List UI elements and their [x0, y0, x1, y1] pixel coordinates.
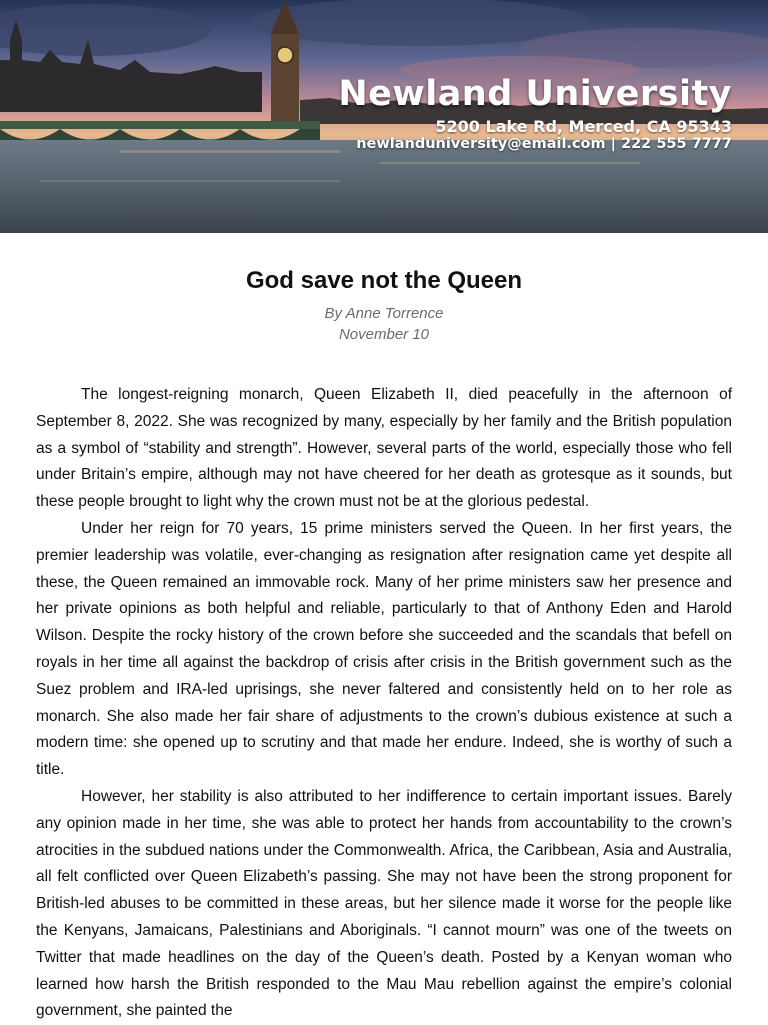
- article-body: [36, 382, 732, 1025]
- article-date: November 10: [338, 326, 430, 343]
- university-name: Newland University: [338, 74, 732, 114]
- university-address: 5200 Lake Rd, Merced, CA 95343: [435, 117, 732, 136]
- article-byline: By Anne Torrence: [324, 305, 444, 322]
- article-paragraph: Under her reign for 70 years, 15 prime ministers served the Queen. In her first years, the premier leadership was volatile, ever-changing as resignation after resignation came yet despite all these, the Queen remained an immovable rock. Many of her prime ministers saw her presence and her private opinions as both helpful and reliable, particularly to that of Anthony Eden and Harold Wilson. Despite the rocky history of the crown before she succeeded and the scandals that befell on royals in her time all against the backdrop of crisis after crisis in the British government such as the Suez problem and IRA-led uprisings, she never faltered and consistently held on to her role as monarch. She also made her fair share of adjustments to the crown’s dubious existence at such a modern time: she opened up to scrutiny and that made her endure. Indeed, she is worthy of such a title.: [36, 519, 732, 779]
- article-paragraph: The longest-reigning monarch, Queen Elizabeth II, died peacefully in the afternoon of September 8, 2022. She was recognized by many, especially by her family and the British population as a symbol of “stability and strength”. However, several parts of the world, especially those who fell under Britain’s empire, although may not have cheered for her death as grotesque as it sounds, but these people brought to light why the crown must not be at the glorious pedestal.: [36, 386, 732, 511]
- university-contact: newlanduniversity@email.com | 222 555 7777: [356, 136, 732, 152]
- article-title: God save not the Queen: [245, 267, 523, 294]
- header-banner: [0, 0, 768, 233]
- article-paragraph: However, her stability is also attributed to her indifference to certain important issues. Barely any opinion made in her time, she was able to protect her hands from accountability to the crown’s atrocities in the subdued nations under the Commonwealth. Africa, the Caribbean, Asia and Australia, all felt conflicted over Queen Elizabeth’s passing. She may not have been the strong proponent for British-led abuses to be committed in these areas, but her silence made it worse for the people like the Kenyans, Jamaicans, Palestinians and Aboriginals. “I cannot mourn” was one of the tweets on Twitter that made headlines on the day of the Queen’s death. Posted by a Kenyan woman who learned how harsh the British responded to the Mau Mau rebellion against the empire’s colonial government, she painted the: [36, 787, 732, 1020]
